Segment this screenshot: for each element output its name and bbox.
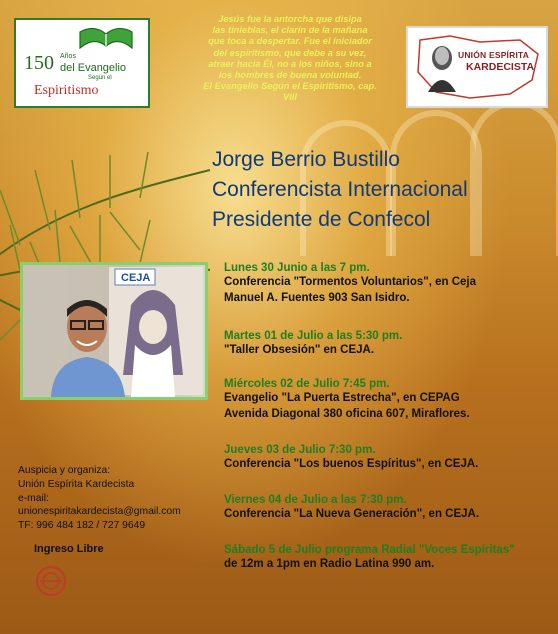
event-date: Viernes 04 de Julio a las 7:30 pm. <box>224 494 407 506</box>
event-item <box>224 494 479 522</box>
phone-numbers: TF: 996 484 182 / 727 9649 <box>18 520 146 532</box>
organizer-label: Auspicia y organiza: <box>18 465 111 476</box>
free-entry-text: Ingreso Libre <box>34 543 104 555</box>
organization-name-line1: UNIÓN ESPÍRITA <box>458 50 530 60</box>
organization-name-line2: KARDECISTA <box>466 61 535 73</box>
event-date: Martes 01 de Julio a las 5:30 pm. <box>224 330 403 342</box>
speaker-role-1: Conferencista Internacional <box>212 178 468 201</box>
event-item <box>224 378 470 422</box>
event-date: Lunes 30 Junio a las 7 pm. <box>224 262 370 274</box>
event-description: Conferencia "Los buenos Espíritus", en CEJA. <box>224 458 479 470</box>
quote-line: las tinieblas, el clarín de la mañana <box>212 25 368 36</box>
banner-text: CEJA <box>121 272 151 284</box>
quote-line: atraer hacia Él, no a los niños, sino a <box>208 58 372 69</box>
event-item <box>224 444 478 472</box>
event-description: Avenida Diagonal 380 oficina 607, Miraflores. <box>224 408 470 420</box>
gospel-quote <box>200 14 380 104</box>
logo-anos-text: Años <box>60 53 76 60</box>
logo-evangelio-text: del Evangelio <box>60 62 127 74</box>
event-description: Conferencia "La Nueva Generación", en CEJA. <box>224 508 480 520</box>
logo-number: 150 <box>24 52 54 74</box>
quote-line: del espiritismo, que debe a su vez, <box>213 47 367 58</box>
organization-logo <box>406 26 548 108</box>
event-item <box>224 262 476 306</box>
organizer-block <box>18 464 181 533</box>
event-date: Miércoles 02 de Julio 7:45 pm. <box>224 378 390 390</box>
event-item <box>224 544 515 572</box>
event-description: de 12m a 1pm en Radio Latina 990 am. <box>224 558 435 570</box>
quote-line: que toca a despertar. Fue el iniciador <box>208 36 372 47</box>
event-description: Manuel A. Fuentes 903 San Isidro. <box>224 292 410 304</box>
organizer-name: Unión Espírita Kardecista <box>18 478 135 490</box>
speaker-name: Jorge Berrio Bustillo <box>212 148 400 171</box>
event-description: "Taller Obsesión" en CEJA. <box>224 344 375 356</box>
quote-line: los hombres de buena voluntad. <box>218 70 362 81</box>
anniversary-logo <box>14 18 150 108</box>
speaker-role-2: Presidente de Confecol <box>212 208 431 231</box>
quote-source: El Evangelio Según el Espiritismo, cap. VIII <box>203 81 377 103</box>
event-description: Conferencia "Tormentos Voluntarios", en Ceja <box>224 276 477 288</box>
quote-line: Jesús fue la antorcha que disipa <box>218 14 362 24</box>
email-label: e-mail: <box>18 492 49 504</box>
logo-espiritismo-text: Espiritismo <box>34 83 99 98</box>
stamp-seal-icon <box>34 564 68 598</box>
event-description: Evangelio "La Puerta Estrecha", en CEPAG <box>224 392 460 404</box>
open-book-icon <box>76 26 136 54</box>
logo-segun-text: Según el <box>88 75 112 81</box>
arch-decoration <box>470 100 558 256</box>
event-date: Sábado 5 de Julio programa Radial "Voces Espíritas" <box>224 544 515 556</box>
event-date: Jueves 03 de Julio 7:30 pm. <box>224 444 376 456</box>
speaker-photo <box>20 262 208 400</box>
email-address: unionespiritakardecista@gmail.com <box>18 506 181 518</box>
event-item <box>224 330 402 358</box>
speaker-portrait-illustration <box>23 265 205 397</box>
